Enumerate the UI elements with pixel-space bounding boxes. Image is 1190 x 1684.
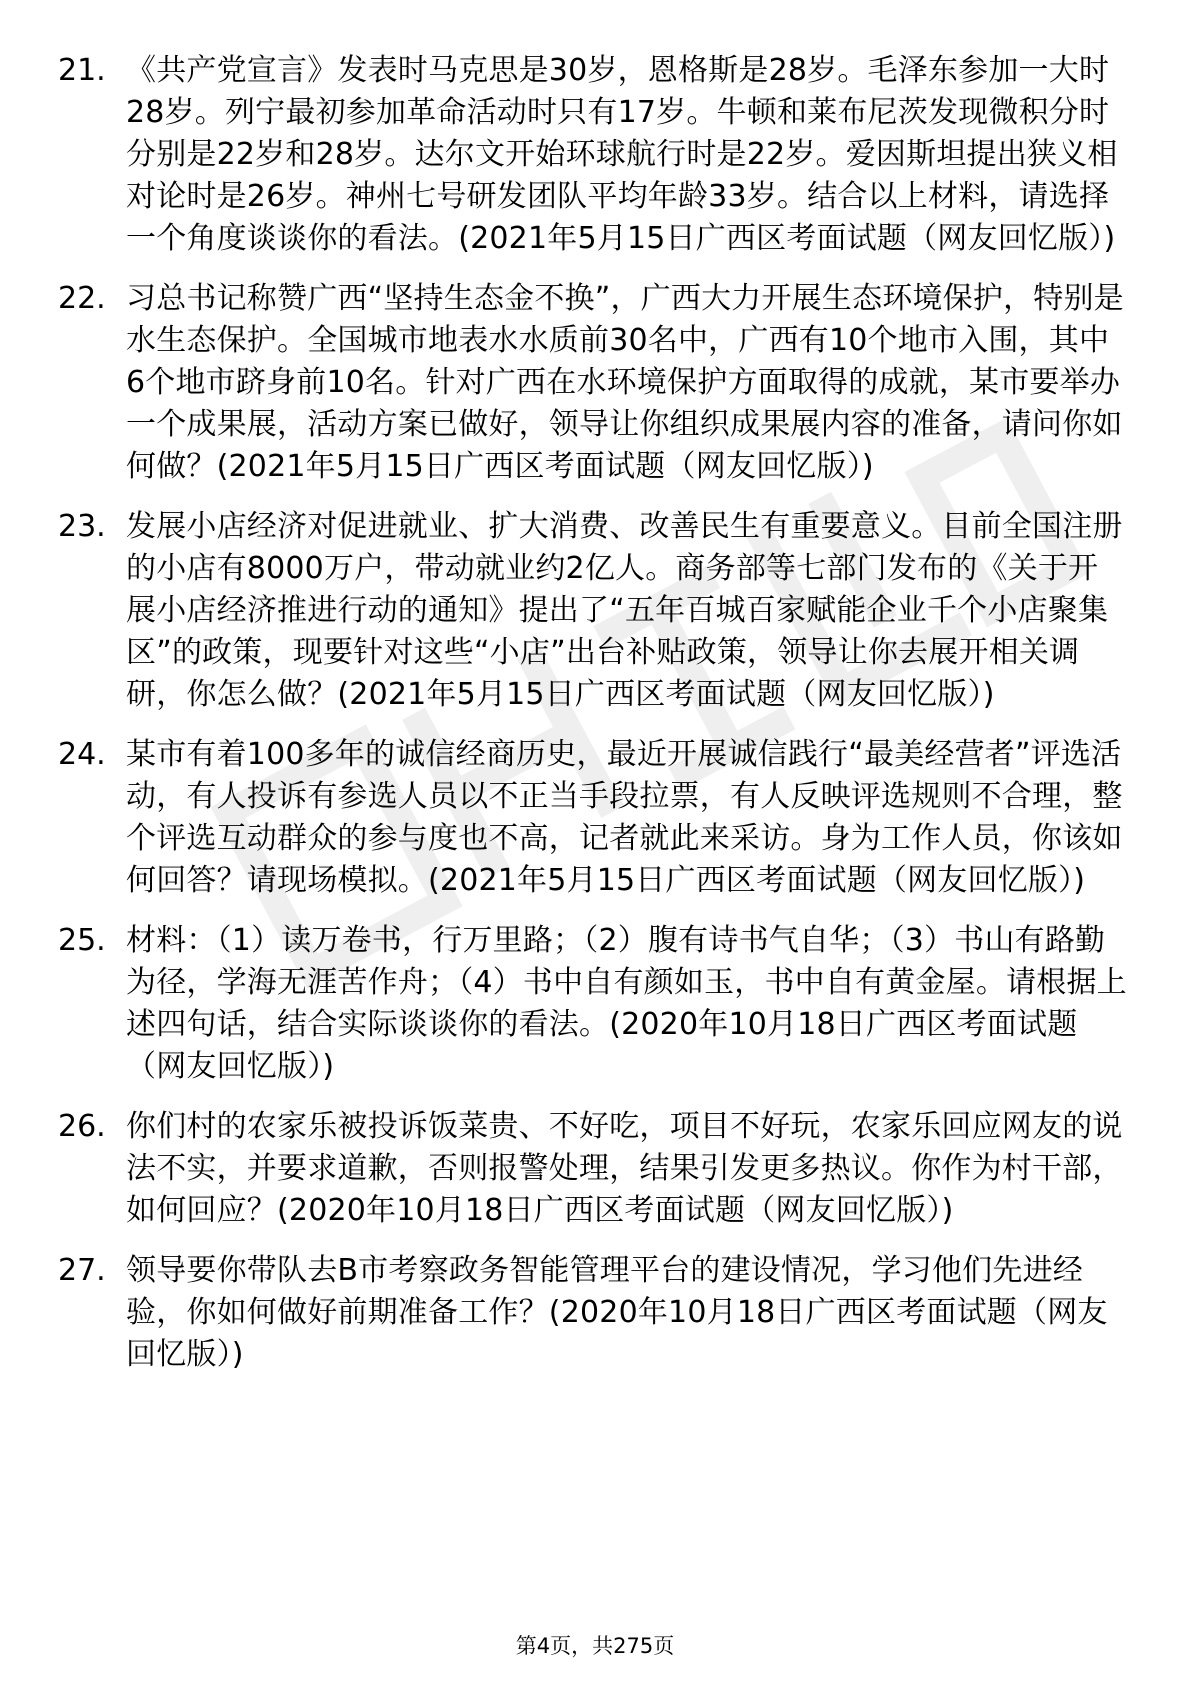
question-item xyxy=(58,506,1128,716)
question-number: 27. xyxy=(58,1253,106,1288)
page-footer: 第4页，共275页 xyxy=(515,1634,675,1658)
question-number: 24. xyxy=(58,737,106,772)
question-text: 材料：（1）读万卷书，行万里路；（2）腹有诗书气自华；（3）书山有路勤为径，学海无涯苦作舟；（4）书中自有颜如玉，书中自有黄金屋。请根据上述四句话，结合实际谈谈你的看法。(2020年10月18日广西区考面试题（网友回忆版）) xyxy=(126,923,1127,1084)
question-item xyxy=(58,50,1128,260)
question-item xyxy=(58,1250,1128,1376)
question-item xyxy=(58,734,1128,902)
question-number: 26. xyxy=(58,1109,106,1144)
question-number: 25. xyxy=(58,923,106,958)
question-text: 《共产党宣言》发表时马克思是30岁，恩格斯是28岁。毛泽东参加一大时28岁。列宁最初参加革命活动时只有17岁。牛顿和莱布尼茨发现微积分时分别是22岁和28岁。达尔文开始环球航行时是22岁。爱因斯坦提出狭义相对论时是26岁。神州七号研发团队平均年龄33岁。结合以上材料，请选择一个角度谈谈你的看法。(2021年5月15日广西区考面试题（网友回忆版）) xyxy=(126,53,1118,256)
question-text: 习总书记称赞广西“坚持生态金不换”，广西大力开展生态环境保护，特别是水生态保护。全国城市地表水水质前30名中，广西有10个地市入围，其中6个地市跻身前10名。针对广西在水环境保护方面取得的成就，某市要举办一个成果展，活动方案已做好，领导让你组织成果展内容的准备，请问你如何做？(2021年5月15日广西区考面试题（网友回忆版）) xyxy=(126,281,1124,484)
question-item xyxy=(58,1106,1128,1232)
question-list xyxy=(58,50,1128,1394)
question-text: 某市有着100多年的诚信经商历史，最近开展诚信践行“最美经营者”评选活动，有人投诉有参选人员以不正当手段拉票，有人反映评选规则不合理，整个评选互动群众的参与度也不高，记者就此来采访。身为工作人员，你该如何回答？请现场模拟。(2021年5月15日广西区考面试题（网友回忆版）) xyxy=(126,737,1123,898)
question-number: 23. xyxy=(58,509,106,544)
question-text: 发展小店经济对促进就业、扩大消费、改善民生有重要意义。目前全国注册的小店有8000万户，带动就业约2亿人。商务部等七部门发布的《关于开展小店经济推进行动的通知》提出了“五年百城百家赋能企业千个小店聚集区”的政策，现要针对这些“小店”出台补贴政策，领导让你去展开相关调研，你怎么做？(2021年5月15日广西区考面试题（网友回忆版）) xyxy=(126,509,1123,712)
question-number: 21. xyxy=(58,53,106,88)
question-text: 领导要你带队去B市考察政务智能管理平台的建设情况，学习他们先进经验，你如何做好前期准备工作？(2020年10月18日广西区考面试题（网友回忆版）) xyxy=(126,1253,1108,1372)
question-item xyxy=(58,920,1128,1088)
question-number: 22. xyxy=(58,281,106,316)
question-item xyxy=(58,278,1128,488)
question-text: 你们村的农家乐被投诉饭菜贵、不好吃，项目不好玩，农家乐回应网友的说法不实，并要求道歉，否则报警处理，结果引发更多热议。你作为村干部，如何回应？(2020年10月18日广西区考面试题（网友回忆版）) xyxy=(126,1109,1123,1228)
